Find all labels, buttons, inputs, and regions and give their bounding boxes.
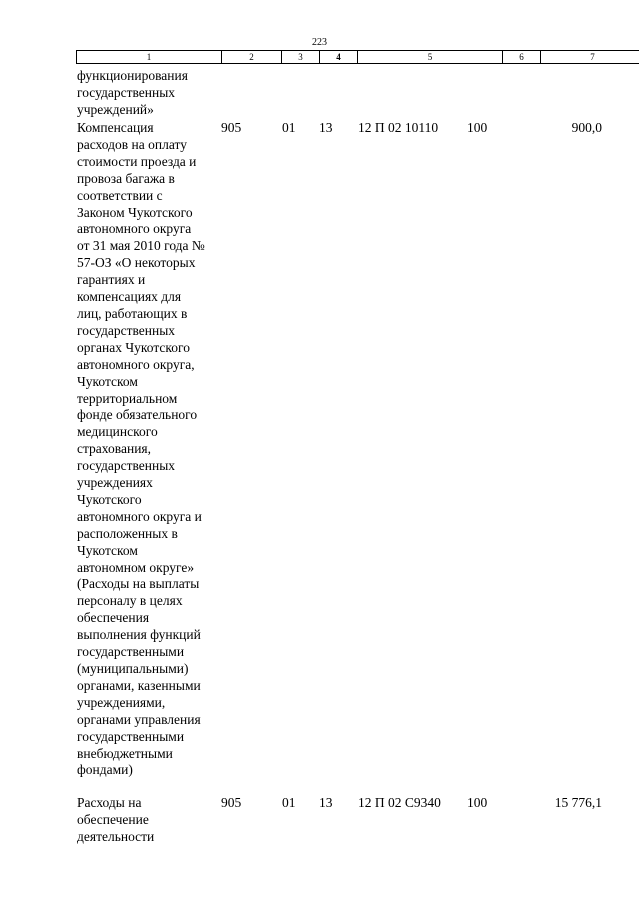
text-line: функционирования xyxy=(77,68,188,83)
text-line: Чукотском xyxy=(77,542,138,558)
row-2-ministry: 905 xyxy=(221,795,242,810)
column-header-row xyxy=(77,51,639,64)
text-line: государственными xyxy=(77,728,185,744)
text-line: от 31 мая 2010 года № xyxy=(77,238,205,254)
row-1-expense-type: 100 xyxy=(467,120,488,135)
column-header-6: 6 xyxy=(503,51,541,64)
row-2-expense-type: 100 xyxy=(467,795,488,810)
row-1-section: 01 xyxy=(282,120,296,135)
text-line: государственными xyxy=(77,644,185,660)
text-line: автономного округа и xyxy=(77,508,202,524)
column-header-5: 5 xyxy=(358,51,503,64)
continuation-text xyxy=(77,68,221,119)
text-line: учреждениях xyxy=(77,475,153,491)
text-line: Расходы на xyxy=(77,795,142,810)
row-2-section: 01 xyxy=(282,795,296,810)
text-line: деятельности xyxy=(77,828,155,844)
text-line: расположенных в xyxy=(77,525,178,541)
text-line: провоза багажа в xyxy=(77,170,175,186)
text-line: Законом Чукотского xyxy=(77,204,193,220)
text-line: органами, казенными xyxy=(77,677,201,693)
row-1-amount: 900,0 xyxy=(571,120,602,135)
row-1-name xyxy=(77,120,221,779)
row-2-subsection: 13 xyxy=(319,795,333,810)
row-2-amount: 15 776,1 xyxy=(554,795,602,810)
column-header-4: 4 xyxy=(320,51,358,64)
text-line: государственных xyxy=(77,84,176,100)
text-line: органах Чукотского xyxy=(77,339,190,355)
text-line: органами управления xyxy=(77,711,201,727)
column-header-3: 3 xyxy=(282,51,320,64)
text-line: учреждений» xyxy=(77,101,154,117)
text-line: учреждениями, xyxy=(77,694,166,710)
row-1-subsection: 13 xyxy=(319,120,333,135)
text-line: обеспечения xyxy=(77,610,150,626)
page-number: 223 xyxy=(312,37,327,48)
row-2-name xyxy=(77,795,221,846)
text-line: (Расходы на выплаты xyxy=(77,576,200,592)
text-line: Компенсация xyxy=(77,120,154,135)
text-line: соответствии с xyxy=(77,187,163,203)
column-header-2: 2 xyxy=(222,51,282,64)
text-line: государственных xyxy=(77,322,176,338)
text-line: государственных xyxy=(77,458,176,474)
text-line: расходов на оплату xyxy=(77,136,187,152)
text-line: автономного округа, xyxy=(77,356,195,372)
text-line: выполнения функций xyxy=(77,627,201,643)
text-line: лиц, работающих в xyxy=(77,305,188,321)
text-line: фонде обязательного xyxy=(77,407,198,423)
text-line: автономном округе» xyxy=(77,559,195,575)
text-line: персоналу в целях xyxy=(77,593,183,609)
text-line: (муниципальными) xyxy=(77,661,189,676)
text-line: компенсациях для xyxy=(77,289,182,305)
text-line: Чукотском xyxy=(77,373,138,389)
column-header-table xyxy=(76,50,639,64)
text-line: автономного округа xyxy=(77,221,192,237)
text-line: стоимости проезда и xyxy=(77,153,197,169)
column-header-1: 1 xyxy=(77,51,222,64)
text-line: медицинского xyxy=(77,424,158,440)
row-2-target-article: 12 П 02 С9340 xyxy=(358,795,441,810)
text-line: 57-ОЗ «О некоторых xyxy=(77,255,196,271)
text-line: страхования, xyxy=(77,441,152,457)
text-line: внебюджетными xyxy=(77,745,173,761)
text-line: обеспечение xyxy=(77,811,149,827)
text-line: территориальном xyxy=(77,390,178,406)
column-header-7: 7 xyxy=(541,51,639,64)
text-line: фондами) xyxy=(77,762,133,778)
row-1-target-article: 12 П 02 10110 xyxy=(358,120,439,135)
text-line: гарантиях и xyxy=(77,272,146,288)
row-1-ministry: 905 xyxy=(221,120,242,135)
text-line: Чукотского xyxy=(77,491,142,507)
